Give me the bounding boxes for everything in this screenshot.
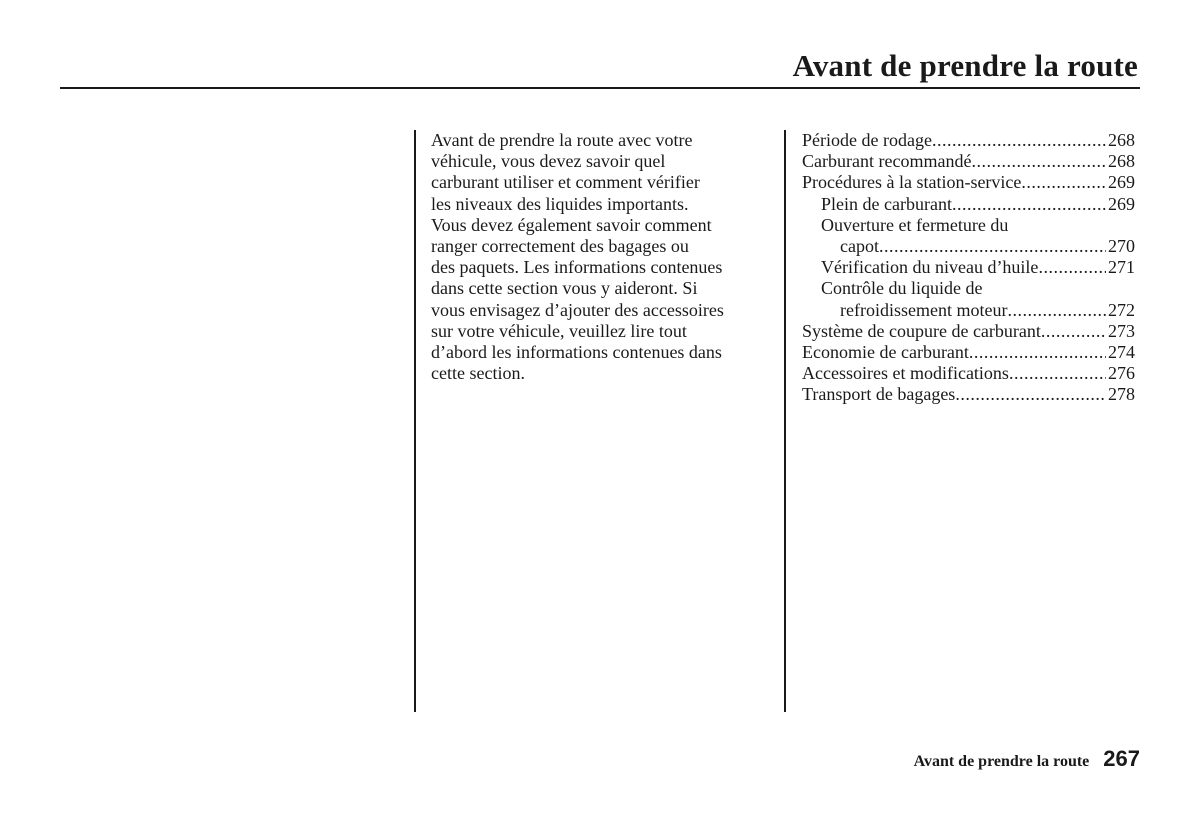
toc-entry-page: 274: [1108, 341, 1135, 362]
page-footer: [914, 746, 1140, 772]
toc-entry-page: 270: [1108, 235, 1135, 256]
toc-entry-verification-huile[interactable]: [802, 257, 1135, 278]
toc-entry-title: Accessoires et modifications: [802, 363, 1009, 384]
toc-entry-title: Système de coupure de carburant: [802, 320, 1041, 341]
toc-leader-dots: [1041, 321, 1106, 342]
footer-section-label: Avant de prendre la route: [913, 753, 1090, 770]
toc-entry-periode-rodage[interactable]: [802, 130, 1135, 151]
intro-line: vous envisagez d’ajouter des accessoires: [431, 299, 724, 320]
toc-entry-accessoires[interactable]: [802, 363, 1135, 384]
toc-entry-title: Période de rodage: [802, 130, 932, 150]
toc-entry-page: 269: [1108, 193, 1135, 214]
toc-entry-page: 272: [1108, 299, 1135, 320]
title-rule: [60, 87, 1140, 89]
toc-leader-dots: [969, 342, 1106, 363]
toc-leader-dots: [1038, 257, 1106, 278]
toc-leader-dots: [952, 194, 1106, 215]
toc-entry-title: Vérification du niveau d’huile: [821, 257, 1039, 278]
table-of-contents: [802, 130, 1135, 405]
toc-entry-plein-carburant[interactable]: [802, 194, 1135, 215]
intro-line: Vous devez également savoir comment: [431, 214, 712, 235]
toc-entry-page: 269: [1108, 172, 1135, 193]
toc-entry-page: 273: [1108, 320, 1135, 341]
intro-line: sur votre véhicule, veuillez lire tout: [431, 320, 687, 341]
intro-line: d’abord les informations contenues dans: [431, 342, 722, 363]
toc-entry-title: Contrôle du liquide de: [821, 278, 983, 299]
toc-entry-refroidissement[interactable]: [802, 300, 1135, 321]
toc-leader-dots: [1007, 300, 1106, 321]
intro-line: véhicule, vous devez savoir quel: [431, 151, 666, 172]
page-title: Avant de prendre la route: [792, 48, 1138, 83]
toc-entry-carburant-recommande[interactable]: [802, 151, 1135, 172]
column-divider-left: [414, 130, 416, 712]
intro-line: dans cette section vous y aideront. Si: [431, 278, 698, 299]
page-number: 267: [1103, 746, 1140, 771]
toc-entry-title: Carburant recommandé: [802, 151, 972, 172]
intro-line: carburant utiliser et comment vérifier: [431, 172, 700, 193]
intro-paragraph: [431, 130, 776, 384]
toc-entry-procedures-station[interactable]: [802, 172, 1135, 193]
toc-entry-title: Transport de bagages: [802, 384, 956, 405]
toc-entry-controle-liquide[interactable]: [802, 278, 1135, 299]
toc-entry-capot[interactable]: [802, 236, 1135, 257]
toc-entry-title: capot: [840, 235, 879, 256]
intro-line: cette section.: [431, 363, 525, 384]
toc-entry-page: 278: [1108, 384, 1135, 405]
toc-leader-dots: [971, 151, 1106, 172]
toc-entry-page: 271: [1108, 257, 1135, 278]
toc-entry-coupure-carburant[interactable]: [802, 321, 1135, 342]
toc-entry-transport-bagages[interactable]: [802, 384, 1135, 405]
toc-leader-dots: [1009, 363, 1106, 384]
toc-leader-dots: [932, 130, 1106, 151]
toc-entry-title: Plein de carburant: [821, 193, 952, 214]
intro-line: les niveaux des liquides importants.: [431, 193, 689, 214]
toc-entry-title: Procédures à la station-service: [802, 172, 1022, 193]
toc-entry-economie-carburant[interactable]: [802, 342, 1135, 363]
toc-entry-title: refroidissement moteur: [840, 299, 1008, 320]
toc-leader-dots: [879, 236, 1106, 257]
toc-entry-page: 268: [1108, 130, 1135, 150]
toc-entry-page: 268: [1108, 151, 1135, 172]
intro-line: ranger correctement des bagages ou: [431, 236, 689, 257]
intro-line: des paquets. Les informations contenues: [431, 257, 723, 278]
intro-line: Avant de prendre la route avec votre: [431, 130, 693, 150]
toc-entry-ouverture-fermeture[interactable]: [802, 215, 1135, 236]
toc-entry-title: Ouverture et fermeture du: [821, 214, 1009, 235]
toc-leader-dots: [955, 384, 1106, 405]
toc-entry-page: 276: [1108, 363, 1135, 384]
toc-leader-dots: [1021, 172, 1106, 193]
column-divider-right: [784, 130, 786, 712]
toc-entry-title: Economie de carburant: [802, 341, 969, 362]
